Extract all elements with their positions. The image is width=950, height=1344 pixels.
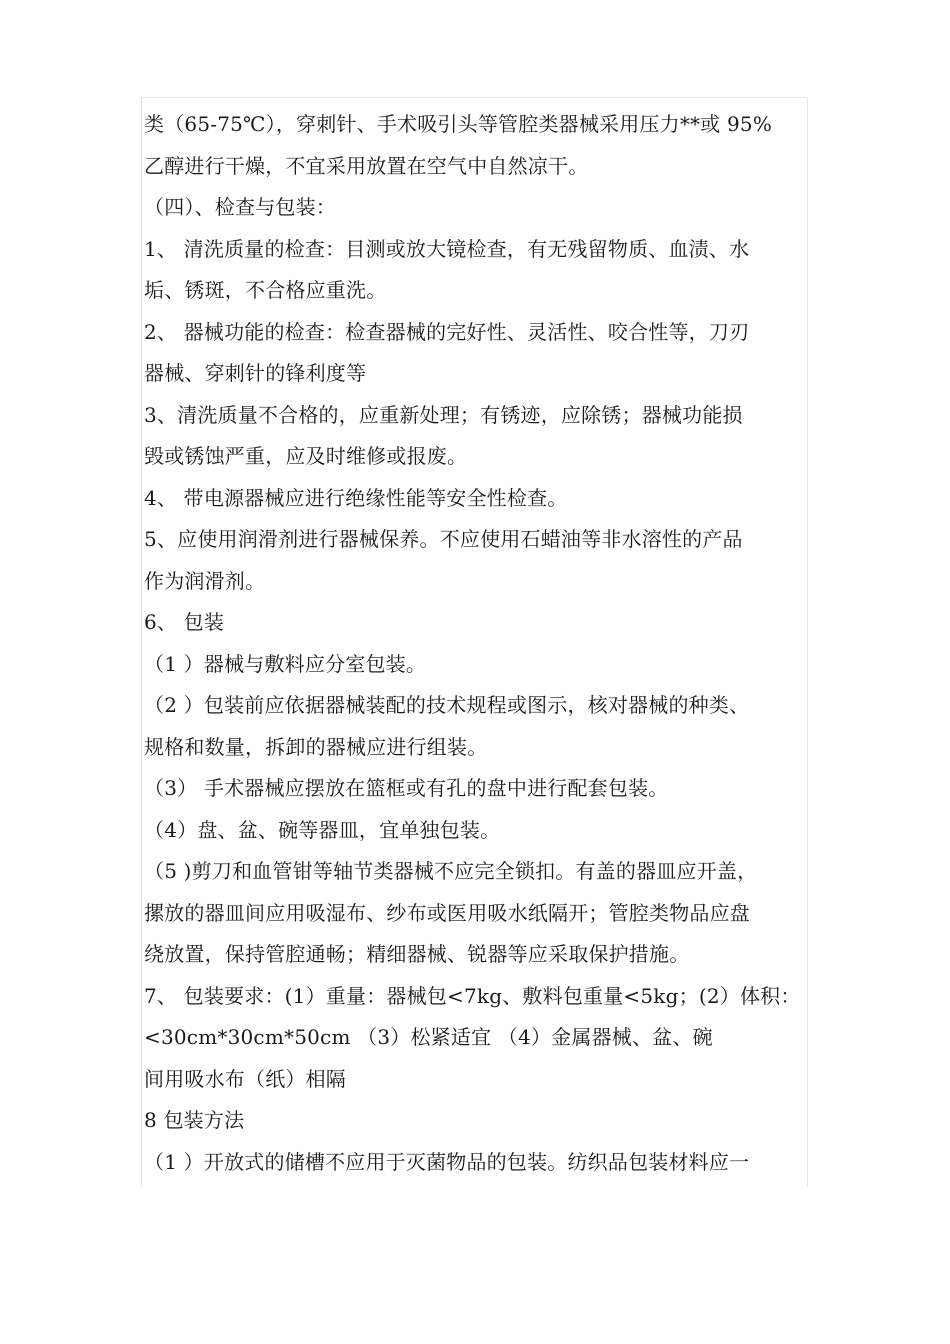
text-line: <30cm*30cm*50cm （3）松紧适宜 （4）金属器械、盆、碗	[144, 1025, 713, 1049]
text-line: 2、 器械功能的检查：检查器械的完好性、灵活性、咬合性等，刀刃	[144, 319, 750, 344]
text-line: 作为润滑剂。	[144, 568, 266, 593]
text-line: （1 ）开放式的储槽不应用于灭菌物品的包装。纺织品包装材料应一	[144, 1149, 750, 1174]
text-line: 5、应使用润滑剂进行器械保养。不应使用石蜡油等非水溶性的产品	[144, 527, 743, 551]
text-line: 3、清洗质量不合格的，应重新处理；有锈迹，应除锈；器械功能损	[144, 402, 743, 427]
text-line: （3） 手术器械应摆放在篮框或有孔的盘中进行配套包装。	[144, 776, 669, 800]
text-line: 毁或锈蚀严重，应及时维修或报废。	[144, 444, 468, 468]
text-line: 规格和数量，拆卸的器械应进行组装。	[144, 734, 488, 759]
text-line: （2 ）包装前应依据器械装配的技术规程或图示，核对器械的种类、	[144, 693, 750, 717]
text-line: 间用吸水布（纸）相隔	[144, 1066, 346, 1091]
text-line: 乙醇进行干燥，不宜采用放置在空气中自然凉干。	[144, 153, 589, 178]
text-line: （5 )剪刀和血管钳等轴节类器械不应完全锁扣。有盖的器皿应开盖，	[144, 859, 758, 883]
text-line: 6、 包装	[144, 610, 225, 634]
text-line: 垢、锈斑，不合格应重洗。	[144, 278, 387, 302]
text-line: 类（65-75℃），穿刺针、手术吸引头等管腔类器械采用压力**或 95%	[144, 112, 773, 136]
text-line: （1 ）器械与敷料应分室包装。	[144, 651, 427, 676]
text-line: 绕放置，保持管腔通畅；精细器械、锐器等应采取保护措施。	[144, 942, 690, 966]
text-line: 摞放的器皿间应用吸湿布、纱布或医用吸水纸隔开；管腔类物品应盘	[144, 900, 750, 925]
text-line: 4、 带电源器械应进行绝缘性能等安全性检查。	[144, 485, 568, 510]
text-line: 器械、穿刺针的锋利度等	[144, 361, 367, 385]
section-heading: （四）、检查与包装：	[144, 195, 336, 219]
text-line: 1、 清洗质量的检查：目测或放大镜检查，有无残留物质、血渍、水	[144, 236, 750, 261]
text-line: （4）盘、盆、碗等器皿，宜单独包装。	[144, 817, 501, 842]
text-line: 8 包装方法	[144, 1108, 245, 1132]
document-body	[144, 104, 824, 1183]
text-line: 7、 包装要求：(1）重量：器械包<7kg、敷料包重量<5kg；(2）体积：	[144, 983, 801, 1008]
